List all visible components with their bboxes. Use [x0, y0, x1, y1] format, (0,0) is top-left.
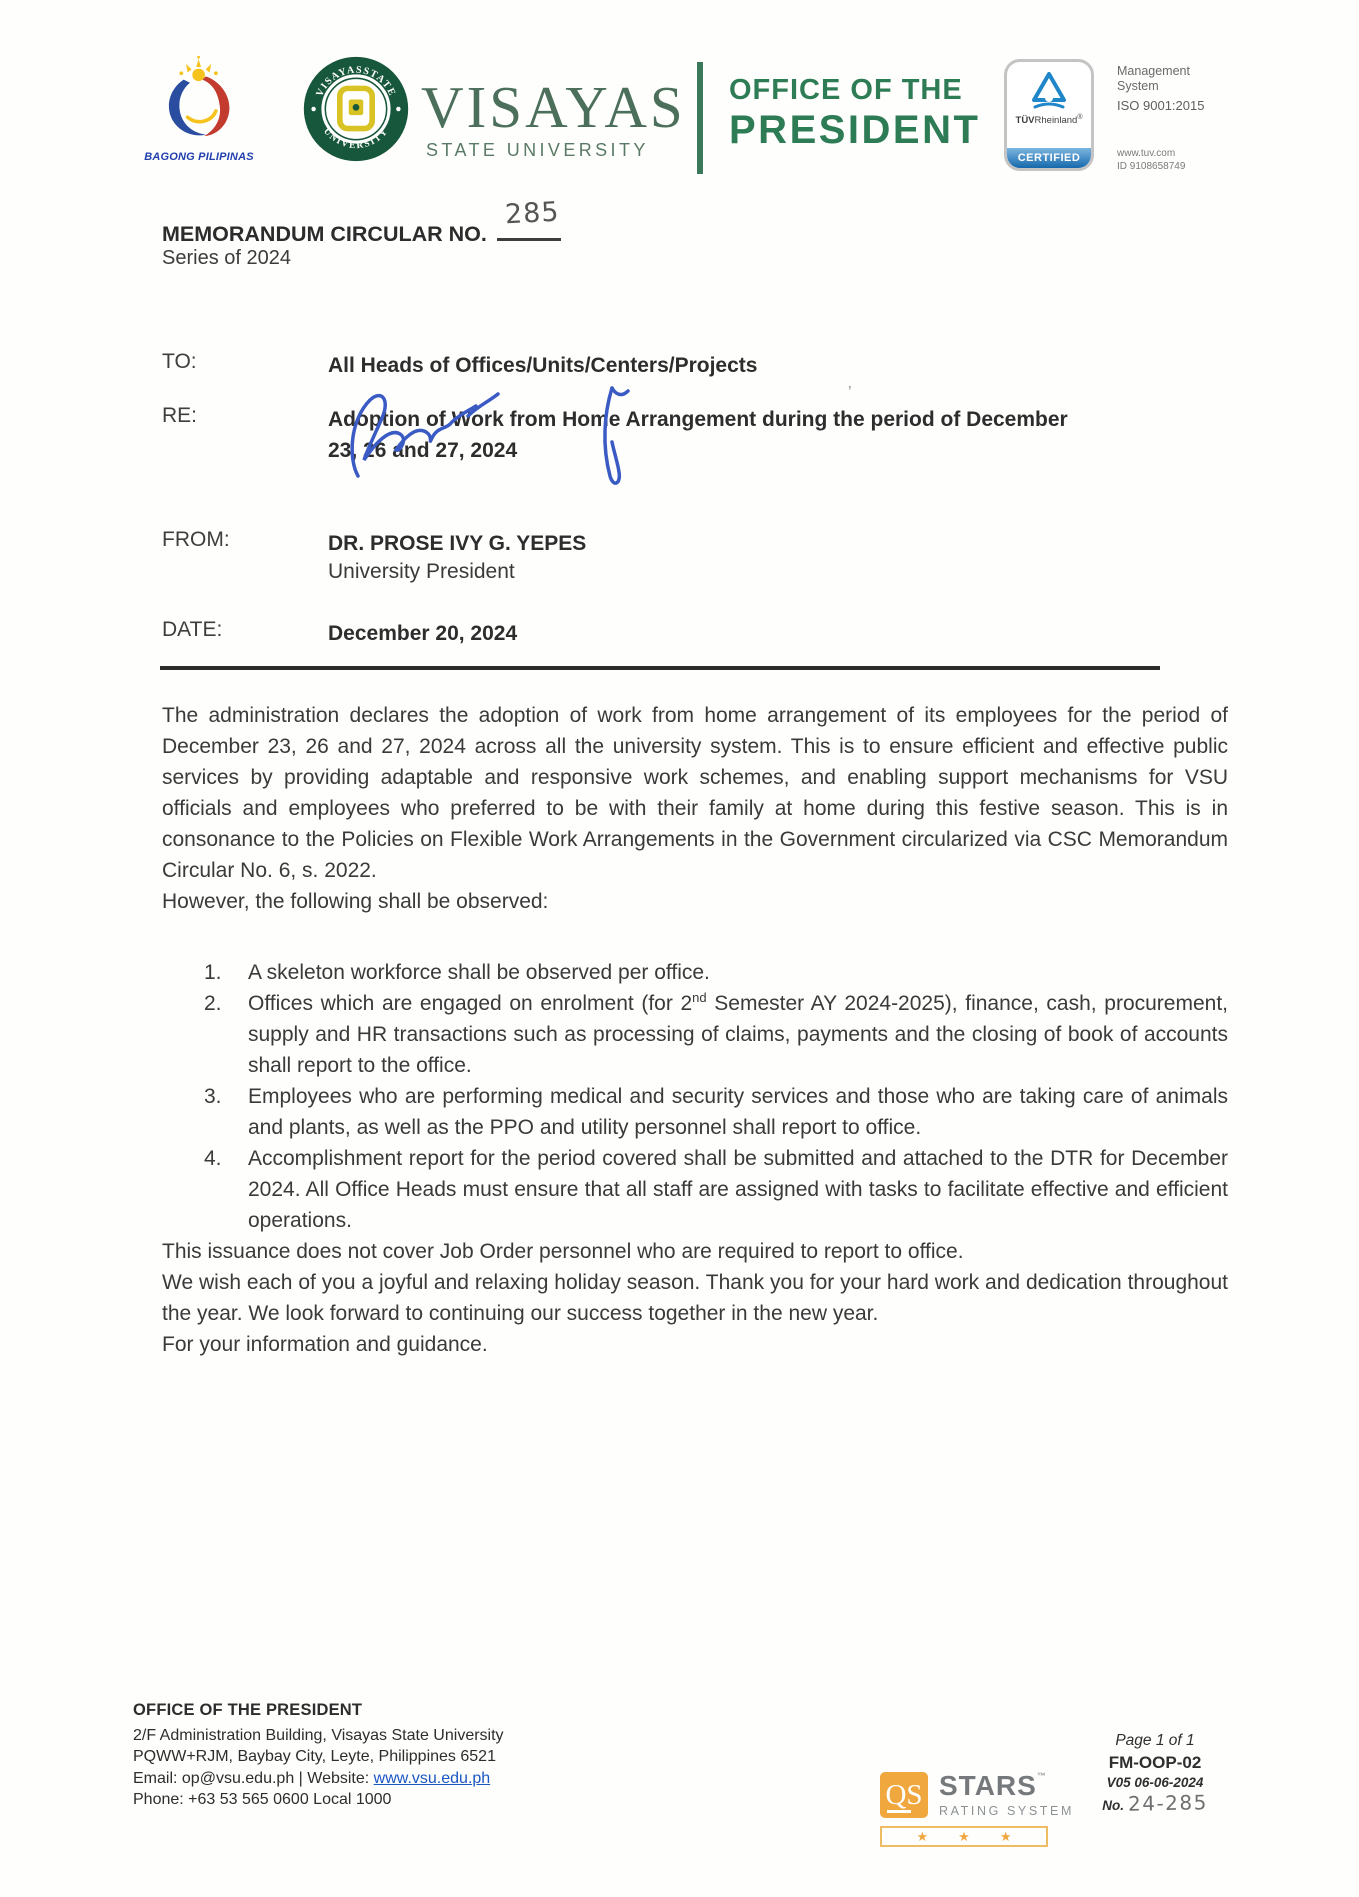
memo-series: Series of 2024	[162, 247, 291, 269]
star-icon: ★	[999, 1829, 1012, 1844]
tuv-system: System	[1117, 79, 1159, 93]
tuv-website: www.tuv.com	[1117, 148, 1176, 159]
field-subvalue-from: University President	[328, 560, 515, 583]
field-label-re: RE:	[162, 404, 198, 427]
body-paragraph-1: The administration declares the adoption of work from home arrangement of its employees for the period of December 23, 26 and 27, 2024 across all the university system. This is to ensure efficient and effective public services by providing adaptable and responsive work schemes, and enabling support mechanisms for VSU officials and employees who preferred to be with their family at home during this festive season. This is in consonance to the Policies on Flexible Work Arrangements in the Government circularized via CSC Memorandum Circular No. 6, s. 2022.	[162, 704, 1228, 882]
list-item	[162, 1143, 1228, 1236]
vsu-seal	[303, 56, 409, 167]
tuv-info-block	[1117, 64, 1204, 173]
memo-number-handwritten: 285	[504, 196, 561, 231]
bagong-pilipinas-icon	[153, 56, 245, 144]
office-line2: PRESIDENT	[729, 108, 981, 152]
list-text	[248, 988, 1228, 1081]
wordmark-state-university: STATE UNIVERSITY	[426, 140, 649, 160]
body-paragraph-3: This issuance does not cover Job Order personnel who are required to report to office.	[162, 1240, 964, 1263]
footer-contact-line	[133, 1768, 504, 1790]
field-label-date: DATE:	[162, 618, 223, 641]
body-paragraph-2: However, the following shall be observed:	[162, 890, 549, 913]
qs-tm-mark: ™	[1036, 1771, 1047, 1781]
form-code: FM-OOP-02	[1108, 1753, 1202, 1772]
memo-circular-line	[162, 196, 561, 247]
field-value-to: All Heads of Offices/Units/Centers/Projects	[328, 354, 758, 377]
footer-website-link[interactable]: www.vsu.edu.ph	[373, 1769, 491, 1787]
list-number: 1.	[204, 961, 222, 984]
list-number: 3.	[204, 1085, 222, 1108]
list-text-pre: Accomplishment report for the period covered shall be submitted and attached to the DTR for December 2024. All Office Heads must ensure that all staff are assigned with tasks to facilitate effective and efficient operations.	[248, 1147, 1228, 1232]
qs-rating-system: RATING SYSTEM	[939, 1804, 1074, 1818]
field-value-re: Adoption of Work from Home Arrangement during the period of December 23, 26 and 27, 2024	[328, 408, 1068, 462]
memo-circular-label: MEMORANDUM CIRCULAR NO.	[162, 222, 487, 246]
footer-address-2: PQWW+RJM, Baybay City, Leyte, Philippines 6521	[133, 1748, 496, 1765]
bagong-pilipinas-label: BAGONG PILIPINAS	[144, 151, 254, 163]
office-line1: OFFICE OF THE	[729, 74, 963, 106]
list-text	[248, 1081, 1228, 1143]
list-text-post: Semester AY 2024-2025), finance, cash, procurement, supply and HR transactions such as processing of claims, payments and the closing of book of accounts shall report to the office.	[248, 992, 1228, 1077]
seal-top-text: VISAYASSTATE	[314, 64, 398, 99]
page-indicator: Page 1 of 1	[1115, 1732, 1195, 1749]
footer-meta-block	[1058, 1732, 1252, 1815]
qs-stars-word	[939, 1772, 1074, 1800]
bagong-pilipinas-logo	[143, 56, 255, 163]
footer-address-1: 2/F Administration Building, Visayas State University	[133, 1726, 504, 1744]
star-icon: ★	[958, 1829, 970, 1844]
vsu-wordmark	[421, 74, 686, 161]
list-text-pre: Offices which are engaged on enrolment (for 2	[248, 992, 693, 1015]
seal-bottom-text: UNIVERSITY	[321, 126, 391, 152]
qs-stars-text: STARS	[939, 1770, 1037, 1801]
tuv-registered-mark: ®	[1077, 114, 1083, 121]
field-value-from: DR. PROSE IVY G. YEPES	[328, 532, 587, 555]
president-signature	[340, 380, 670, 507]
tuv-certified-badge	[1004, 59, 1094, 171]
form-version: V05 06-06-2024	[1106, 1775, 1204, 1790]
signature-icon	[340, 380, 670, 502]
list-text-pre: Employees who are performing medical and security services and those who are taking care of animals and plants, as well as the PPO and utility personnel shall report to office.	[248, 1085, 1228, 1139]
field-value-date: December 20, 2024	[328, 622, 518, 645]
observed-list	[162, 957, 1228, 1236]
footer-office-title: OFFICE OF THE PRESIDENT	[133, 1701, 363, 1719]
field-label-from: FROM:	[162, 528, 230, 551]
star-icon: ★	[916, 1829, 929, 1844]
list-text	[248, 957, 1228, 988]
list-item	[162, 1081, 1228, 1143]
tuv-iso: ISO 9001:2015	[1117, 98, 1205, 113]
list-item	[162, 988, 1228, 1081]
wordmark-visayas: VISAYAS	[421, 74, 686, 140]
scan-artifact-mark: ’	[848, 384, 852, 401]
tuv-brand-bold: TÜV	[1015, 115, 1035, 127]
tuv-brand	[1016, 114, 1083, 126]
tuv-triangle-icon	[1025, 69, 1073, 113]
vsu-seal-icon	[303, 56, 409, 162]
list-text	[248, 1143, 1228, 1236]
footer-phone: Phone: +63 53 565 0600 Local 1000	[133, 1791, 392, 1808]
control-number-label: No.	[1102, 1798, 1124, 1813]
qs-stars-logo	[880, 1772, 1074, 1847]
memo-body	[162, 700, 1228, 1360]
office-of-the-president-wordmark	[729, 74, 980, 153]
tuv-brand-rest: Rheinland	[1034, 115, 1078, 127]
field-label-to: TO:	[162, 350, 197, 373]
list-text-pre: A skeleton workforce shall be observed per office.	[248, 961, 710, 984]
body-paragraph-5: For your information and guidance.	[162, 1333, 488, 1356]
body-paragraph-4: We wish each of you a joyful and relaxing holiday season. Thank you for your hard work and dedication throughout the year. We look forward to continuing our success together in the new year.	[162, 1271, 1228, 1325]
footer-contact-prefix: Email: op@vsu.edu.ph | Website:	[133, 1769, 374, 1787]
qs-badge-icon: QS	[880, 1772, 928, 1818]
control-number-handwritten: 24-285	[1127, 1790, 1209, 1816]
memo-number-underline	[497, 196, 561, 241]
header-divider	[697, 62, 703, 174]
footer-office-block	[133, 1700, 504, 1811]
qs-stars-box	[880, 1826, 1048, 1847]
list-number: 2.	[204, 992, 222, 1015]
list-number: 4.	[204, 1147, 222, 1170]
tuv-management: Management	[1117, 64, 1190, 78]
horizontal-rule	[160, 666, 1160, 670]
list-item	[162, 957, 1228, 988]
tuv-certified-bar: CERTIFIED	[1007, 148, 1091, 168]
list-text-sup: nd	[692, 990, 707, 1005]
tuv-id: ID 9108658749	[1117, 160, 1186, 172]
control-number-line	[1058, 1791, 1252, 1815]
